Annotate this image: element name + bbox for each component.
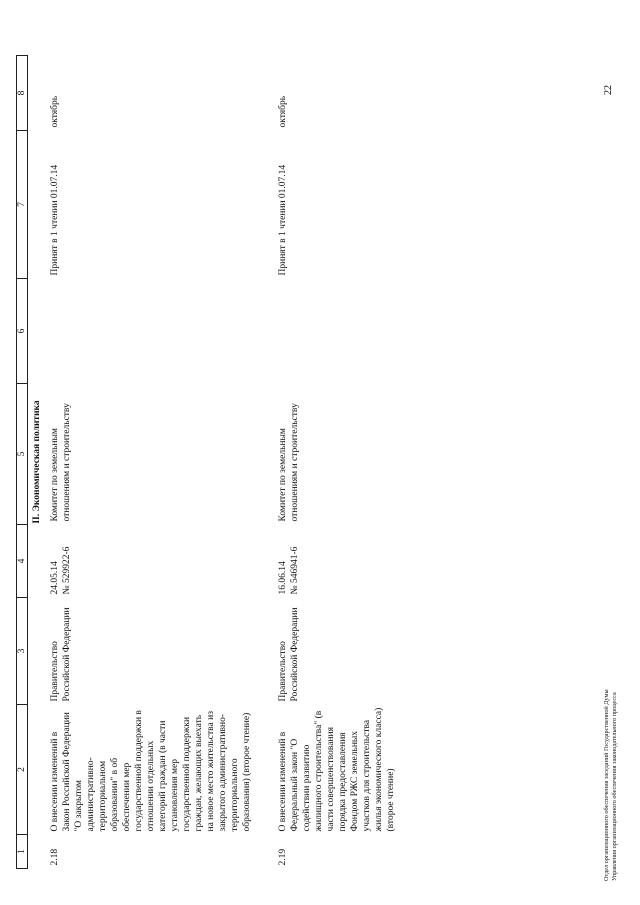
section-title: II. Экономическая политика [32,400,42,524]
planned-month: октябрь [278,95,288,128]
responsible-committee: Комитет по земельным отношениям и строительству [50,403,72,522]
legislation-table [16,55,397,869]
table-row [253,56,397,869]
col-header-1: 1 [17,835,28,869]
column-6-cell [253,279,397,384]
col-header-8: 8 [17,56,28,131]
col-header-3: 3 [17,598,28,705]
bill-number: № 546941-6 [290,546,300,595]
bill-title: О внесении изменений в Федеральный закон "О содействии развитию жилищного строительства" (в части совершенствования порядка предоставления Фондом РЖС земельных участков для строительства жилья экономического класса) (второе чтение) [278,707,396,832]
col-header-7: 7 [17,131,28,279]
bill-number: № 529922-6 [62,546,72,595]
planned-month: октябрь [50,95,60,128]
col-header-4: 4 [17,525,28,598]
bill-status: Принят в 1 чтении 01.07.14 [50,164,60,276]
bill-status: Принят в 1 чтении 01.07.14 [278,164,288,276]
col-header-2: 2 [17,705,28,835]
page-number: 22 [603,85,614,95]
row-number: 2.19 [278,848,288,866]
column-number-header [17,56,28,869]
col-header-6: 6 [17,279,28,384]
bill-date: 16.06.14 [278,561,288,595]
table-row [47,56,253,869]
bill-date-number [47,525,253,598]
section-row [28,56,48,869]
footer-line-1: Отдел организационного обеспечения заседаний Государственной Думы [603,689,610,881]
bill-date-number [253,525,397,598]
page-footer [603,689,618,881]
bill-initiator: Правительство Российской Федерации [278,607,300,702]
footer-line-2: Управления организационного обеспечения законодательного процесса [610,692,618,881]
column-6-cell [47,279,253,384]
col-header-5: 5 [17,384,28,525]
bill-title: О внесении изменений в Закон Российской Федерации "О закрытом административно-территориальном образовании" в об обеспечении мер государственной поддержки в отношении отдельных категорий граждан (в части установления мер государственной поддержки граждан, желающих выехать на новое место жительства из закрытого административно-территориального образования) (второе чтение) [50,710,252,832]
bill-date: 24.05.14 [50,561,60,595]
row-number: 2.18 [50,848,60,866]
responsible-committee: Комитет по земельным отношениям и строительству [278,403,300,522]
bill-initiator: Правительство Российской Федерации [50,607,72,702]
